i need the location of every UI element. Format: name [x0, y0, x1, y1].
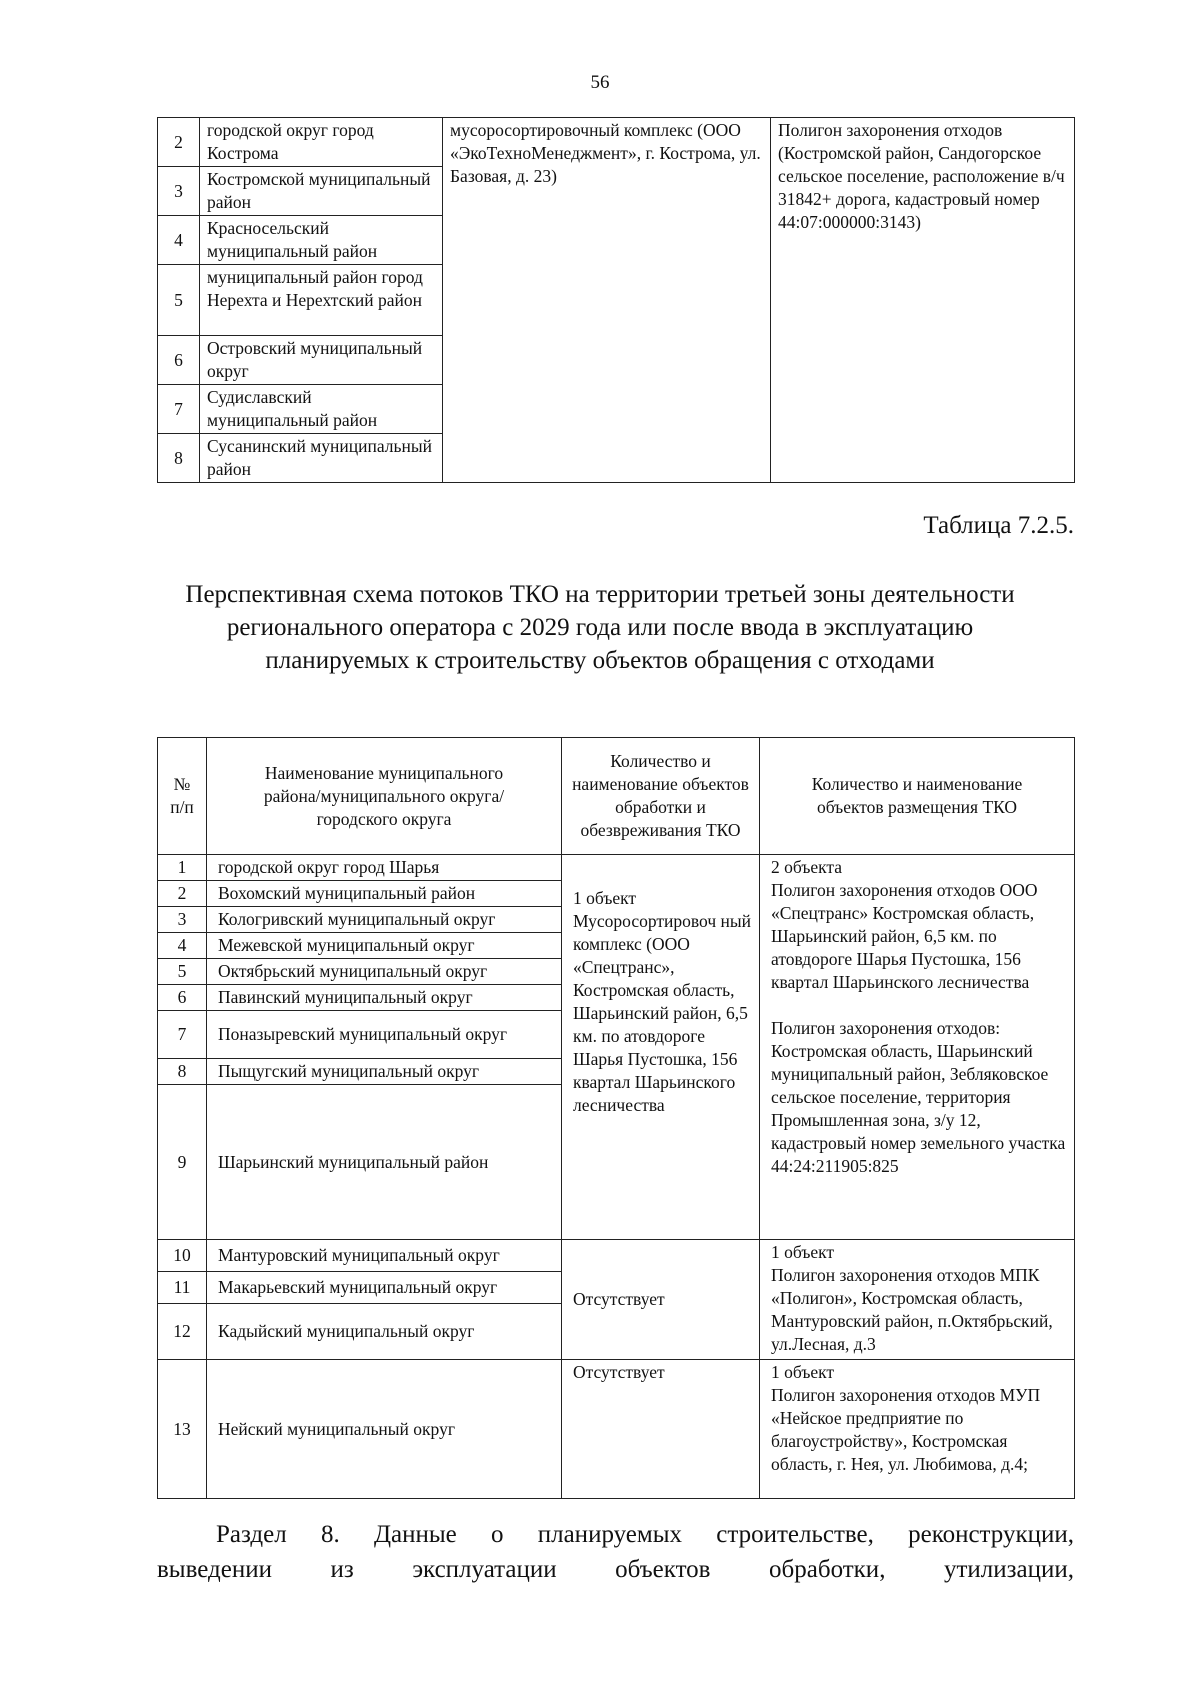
processing-facility-cell: 1 объект Мусоросортировоч ный комплекс (ООО «Спецтранс», Костромская область, Шарьинский район, 6,5 км. по атовдороге Шарья Пустошка, 156 квартал Шарьинского лесничества	[562, 855, 760, 1240]
disposal-facility-cell: 1 объект Полигон захоронения отходов МУП «Нейское предприятие по благоустройству», Костромская область, г. Нея, ул. Любимова, д.4;	[760, 1360, 1075, 1499]
municipality-name: Красносельский муниципальный район	[200, 216, 443, 265]
municipality-name: Павинский муниципальный округ	[207, 985, 562, 1011]
processing-facility-cell: Отсутствует	[562, 1240, 760, 1360]
municipality-name: Кологривский муниципальный округ	[207, 907, 562, 933]
municipality-name: Островский муниципальный округ	[200, 336, 443, 385]
row-number: 4	[158, 933, 207, 959]
municipality-name: Поназыревский муниципальный округ	[207, 1011, 562, 1059]
row-number: 7	[158, 1011, 207, 1059]
municipality-name: Костромской муниципальный район	[200, 167, 443, 216]
processing-facility-cell: Отсутствует	[562, 1360, 760, 1499]
row-number: 13	[158, 1360, 207, 1499]
row-number: 2	[158, 118, 200, 167]
municipality-name: Вохомский муниципальный район	[207, 881, 562, 907]
row-number: 11	[158, 1272, 207, 1304]
header-processing: Количество и наименование объектов обработки и обезвреживания ТКО	[562, 738, 760, 855]
row-number: 12	[158, 1304, 207, 1360]
row-number: 7	[158, 385, 200, 434]
row-number: 3	[158, 167, 200, 216]
table-caption: Таблица 7.2.5.	[923, 512, 1074, 539]
header-number: № п/п	[158, 738, 207, 855]
municipality-name: Судиславский муниципальный район	[200, 385, 443, 434]
row-number: 6	[158, 336, 200, 385]
processing-facility-cell: мусоросортировочный комплекс (ООО «ЭкоТехноМенеджмент», г. Кострома, ул. Базовая, д. 23)	[443, 118, 771, 483]
table-row	[158, 1360, 1075, 1499]
municipality-name: Октябрьский муниципальный округ	[207, 959, 562, 985]
header-disposal: Количество и наименование объектов размещения ТКО	[760, 738, 1075, 855]
row-number: 10	[158, 1240, 207, 1272]
municipality-name: Шарьинский муниципальный район	[207, 1085, 562, 1240]
table-row	[158, 1240, 1075, 1272]
municipality-name: городской округ город Шарья	[207, 855, 562, 881]
table-header-row	[158, 738, 1075, 855]
zone-table-continuation	[157, 117, 1075, 483]
municipality-name: Макарьевский муниципальный округ	[207, 1272, 562, 1304]
table-title: Перспективная схема потоков ТКО на территории третьей зоны деятельности регионального оператора с 2029 года или после ввода в эксплуатацию планируемых к строительству объектов обращения с отходами	[185, 581, 1015, 674]
row-number: 2	[158, 881, 207, 907]
section-heading-line-1: Раздел 8. Данные о планируемых строительстве, реконструкции,	[216, 1521, 1074, 1548]
municipality-name: Нейский муниципальный округ	[207, 1360, 562, 1499]
row-number: 1	[158, 855, 207, 881]
row-number: 5	[158, 959, 207, 985]
municipality-name: Сусанинский муниципальный район	[200, 434, 443, 483]
disposal-facility-cell: 1 объект Полигон захоронения отходов МПК «Полигон», Костромская область, Мантуровский район, п.Октябрьский, ул.Лесная, д.3	[760, 1240, 1075, 1360]
municipality-name: Межевской муниципальный округ	[207, 933, 562, 959]
row-number: 6	[158, 985, 207, 1011]
header-municipality: Наименование муниципального района/муниципального округа/ городского округа	[207, 738, 562, 855]
page-number: 56	[590, 72, 610, 93]
row-number: 4	[158, 216, 200, 265]
municipality-name: Мантуровский муниципальный округ	[207, 1240, 562, 1272]
row-number: 8	[158, 434, 200, 483]
disposal-facility-cell: Полигон захоронения отходов (Костромской район, Сандогорское сельское поселение, расположение в/ч 31842+ дорога, кадастровый номер 44:07:000000:3143)	[771, 118, 1075, 483]
row-number: 9	[158, 1085, 207, 1240]
disposal-facility-cell: 2 объекта Полигон захоронения отходов ООО «Спецтранс» Костромская область, Шарьинский район, 6,5 км. по атовдороге Шарья Пустошка, 156 квартал Шарьинского лесничества Полигон захоронения отходов: Костромская область, Шарьинский муниципальный район, Зебляковское сельское поселение, территория Промышленная зона, з/у 12, кадастровый номер земельного участка 44:24:211905:825	[760, 855, 1075, 1240]
municipality-name: Пыщугский муниципальный округ	[207, 1059, 562, 1085]
section-heading-line-2: выведении из эксплуатации объектов обработки, утилизации,	[157, 1556, 1074, 1583]
row-number: 5	[158, 265, 200, 336]
waste-flow-table	[157, 737, 1075, 1499]
row-number: 8	[158, 1059, 207, 1085]
table-row	[158, 855, 1075, 881]
row-number: 3	[158, 907, 207, 933]
municipality-name: городской округ город Кострома	[200, 118, 443, 167]
section-heading	[157, 1517, 1074, 1587]
table-row	[158, 118, 1075, 167]
municipality-name: Кадыйский муниципальный округ	[207, 1304, 562, 1360]
municipality-name: муниципальный район город Нерехта и Нерехтский район	[200, 265, 443, 336]
